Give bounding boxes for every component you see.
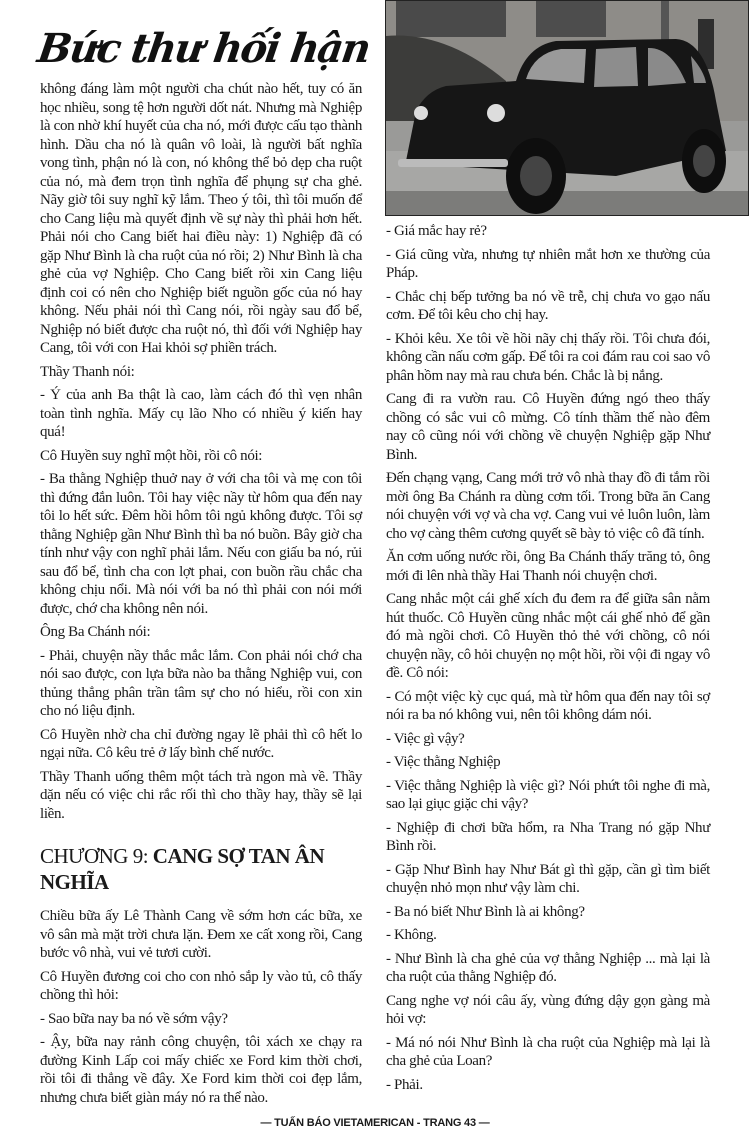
paragraph: Chiều bữa ấy Lê Thành Cang về sớm hơn các bữa, xe vô sân mà mặt trời chưa lặn. Đem xe cất xong rồi, Cang bước vô nhà, vui vẻ tươi cười. bbox=[40, 908, 362, 961]
paragraph: Ông Ba Chánh nói: bbox=[40, 624, 151, 640]
paragraph: - Khỏi kêu. Xe tôi về hồi nãy chị thấy rồi. Tôi chưa đói, không cần nấu cơm gấp. Để tôi ra coi đám rau coi sao vô phân hồm nay mà rau chưa bén. Chắc là bị nắng. bbox=[386, 330, 710, 384]
paragraph: - Sao bữa nay ba nó về sớm vậy? bbox=[40, 1010, 228, 1027]
paragraph: - Việc thằng Nghiệp là việc gì? Nói phứt tôi nghe đi mà, sao lại giục giặc chi vậy? bbox=[386, 777, 710, 812]
paragraph: - Ba thằng Nghiệp thuở nay ở với cha tôi và mẹ con tôi thì đứng đắn luôn. Tôi hay việc nầy từ hôm qua đến nay tôi lo hết sức. Đêm hồi hôm tôi ngủ không được. Tôi sợ thằng Nghiệp gần Như Bình thì ba nó buồn. Bây giờ cha tính như vậy con nghĩ phải lắm. Nếu con giấu ba nó, rủi sau đổ bể, tình cha con lợt phai, con buồn rầu chắc cha không chịu nổi. Mà nói với ba nó thì phải con nói mới được, chớ cha không nên nói. bbox=[40, 471, 362, 617]
paragraph: - Giá mắc hay rẻ? bbox=[386, 223, 487, 239]
paragraph: Thầy Thanh nói: bbox=[40, 363, 135, 380]
paragraph: không đáng làm một người cha chút nào hết, tuy có ăn học nhiều, song tệ hơn người dốt nát. Nhưng mà Nghiệp là con nhờ khí huyết của cha nó, mới được cấu tạo thành hình. Dầu cha nó là quân vô loài, là người bất nghĩa vong tình, phận nó là con, nó không thể bỏ dẹp cha ruột của nó, mà đem trọn tình nghĩa để phụng sự cha ghẻ. Nãy giờ tôi suy nghĩ kỹ lắm. Theo ý tôi, thì tôi muốn để cho Cang liệu mà quyết định về sự này thì phải hơn hết. Phải nói cho Cang biết hai điều này: 1) Nghiệp đã có gặp Như Bình là cha ruột của nó rồi; 2) Như Bình là cha ghẻ của vợ Nghiệp. Cho Cang biết rồi xin Cang liệu định coi có nên cho Nghiệp biết nguồn gốc của nó hay không. Nếu phải nói thì Cang nói, rồi ngày sau đổ bể, Nghiệp nó biết được cha ruột nó, thì đối với Nghiệp hay Cang, tôi với con Hai khỏi sợ phiền trách. bbox=[40, 81, 362, 356]
paragraph: - Nghiệp đi chơi bữa hổm, ra Nha Trang nó gặp Như Bình rồi. bbox=[386, 819, 710, 854]
paragraph: Ăn cơm uống nước rồi, ông Ba Chánh thấy trăng tỏ, ông mới đi lên nhà thầy Hai Thanh nói chuyện chơi. bbox=[386, 549, 710, 584]
right-column bbox=[386, 222, 710, 1099]
paragraph: - Gặp Như Bình hay Như Bát gì thì gặp, cần gì tìm biết chuyện nhỏ mọn như vậy làm chi. bbox=[386, 861, 710, 896]
paragraph: Cô Huyền suy nghĩ một hồi, rồi cô nói: bbox=[40, 447, 263, 464]
chapter-heading bbox=[40, 843, 362, 895]
paragraph: Cang đi ra vườn rau. Cô Huyền đứng ngó theo thấy chồng có sắc vui cô mừng. Cô tính thầm thế nào đêm nay cô cũng nói với chồng về chuyện Nghiệp gặp Như Bình. bbox=[386, 391, 710, 463]
paragraph: Cang nghe vợ nói câu ấy, vùng đứng dậy gọn gàng mà hỏi vợ: bbox=[386, 992, 710, 1027]
paragraph: - Ý của anh Ba thật là cao, làm cách đó thì vẹn nhân toàn tình nghĩa. Mấy cụ lão Nho có nhiều ý kiến hay quá! bbox=[40, 387, 362, 440]
paragraph: - Ba nó biết Như Bình là ai không? bbox=[386, 903, 585, 920]
car-photo bbox=[385, 0, 749, 216]
article-title: Bức thư hối hận bbox=[34, 25, 373, 72]
chapter-title: CANG SỢ TAN ÂN NGHĨA bbox=[40, 844, 325, 894]
left-column bbox=[40, 80, 362, 1112]
paragraph: - Phải, chuyện nầy thắc mắc lắm. Con phải nói chớ cha nói sao được, con lựa bữa nào ba thằng Nghiệp vui, con thủng thẳng phân trần tâm sự cho nó hiểu, rồi con xin cho nó liệu định. bbox=[40, 647, 362, 719]
paragraph: - Phải. bbox=[386, 1076, 423, 1093]
paragraph: Cô Huyền nhờ cha chỉ đường ngay lẽ phải thì cô hết lo ngại nữa. Cô kêu trẻ ở lấy bình chế nước. bbox=[40, 726, 362, 761]
chapter-label: CHƯƠNG 9: bbox=[40, 844, 153, 868]
paragraph: Cô Huyền đương coi cho con nhỏ sắp ly vào tủ, cô thấy chồng thì hỏi: bbox=[40, 968, 362, 1003]
paragraph: - Chắc chị bếp tưởng ba nó về trễ, chị chưa vo gạo nấu cơm. Để tôi kêu cho chị hay. bbox=[386, 288, 710, 323]
page-footer: — TUẤN BÁO VIETAMERICAN - TRANG 43 — bbox=[260, 1117, 490, 1129]
paragraph: - Má nó nói Như Bình là cha ruột của Nghiệp mà lại là cha ghẻ của Loan? bbox=[386, 1034, 710, 1069]
paragraph: - Có một việc kỳ cục quá, mà từ hôm qua đến nay tôi sợ nói ra ba nó không vui, nên tôi không dám nói. bbox=[386, 688, 710, 723]
paragraph: - Việc gì vậy? bbox=[386, 730, 465, 747]
paragraph: - Như Bình là cha ghẻ của vợ thằng Nghiệp ... mà lại là cha ruột của thằng Nghiệp đó. bbox=[386, 950, 710, 985]
paragraph: - Việc thằng Nghiệp bbox=[386, 754, 501, 770]
paragraph: - Ậy, bữa nay rảnh công chuyện, tôi xách xe chạy ra đường Kinh Lấp coi mấy chiếc xe Ford kim thời chơi, rồi tôi đi thẳng về đây. Xe Ford kim thời coi đẹp lắm, nhưng chưa biết giàn máy nó ra thể nào. bbox=[40, 1034, 362, 1106]
paragraph: - Không. bbox=[386, 927, 437, 943]
car-image bbox=[386, 1, 748, 215]
paragraph: - Giá cũng vừa, nhưng tự nhiên mắt hơn xe thường của Pháp. bbox=[386, 246, 710, 281]
paragraph: Thầy Thanh uống thêm một tách trà ngon mà về. Thầy dặn nếu có việc chi rắc rối thì cho thầy hay, thầy sẽ lại liền. bbox=[40, 768, 362, 822]
paragraph: Cang nhắc một cái ghế xích đu đem ra để giữa sân nằm hút thuốc. Cô Huyền cũng nhắc một cái ghế nhỏ để gần đó mà ngồi chơi. Cô Huyền thỏ thẻ với chồng, cô nói chuyện nầy, cô hỏi chuyện nọ một hồi, rồi vội đi ngay vô đề. Cô nói: bbox=[386, 591, 710, 681]
paragraph: Đến chạng vạng, Cang mới trở vô nhà thay đồ đi tắm rồi mời ông Ba Chánh ra dùng cơm tối. Trong bữa ăn Cang nói chuyện với vợ và cha vợ. Cang vui vẻ luôn luôn, làm cho vợ càng thêm cương quyết sẽ bày tỏ việc cô đã tính. bbox=[386, 470, 710, 542]
